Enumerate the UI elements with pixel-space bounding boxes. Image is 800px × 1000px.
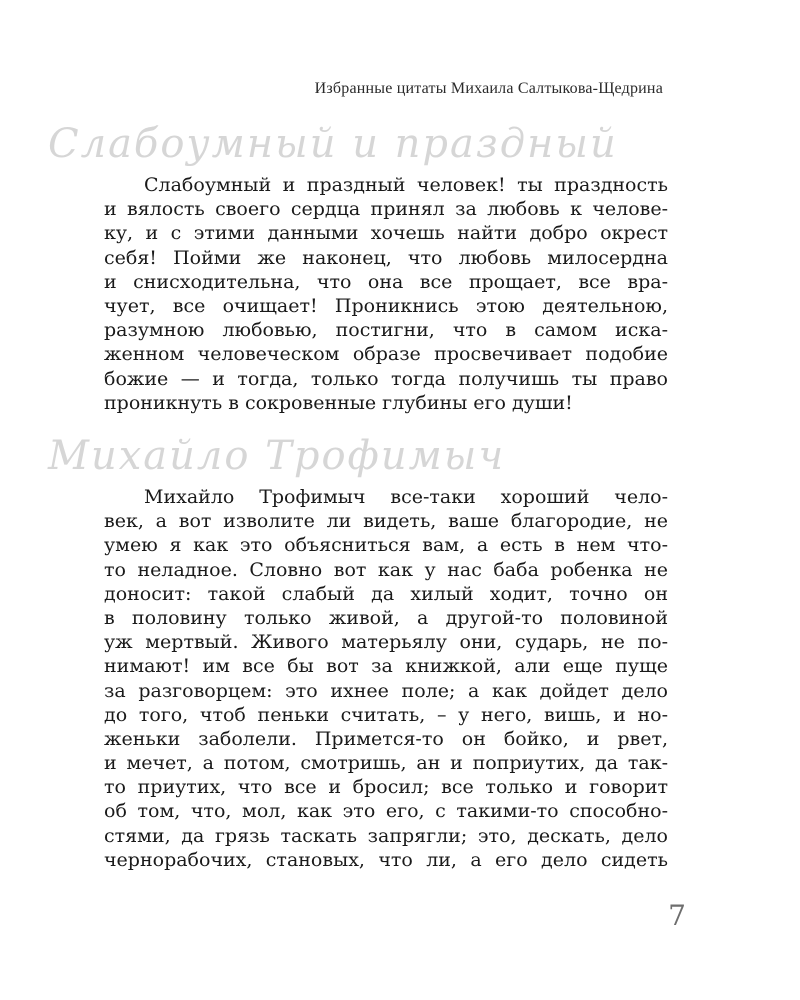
section-1-paragraph	[104, 173, 668, 415]
text-line: проникнуть в сокровенные глубины его души!	[104, 391, 573, 414]
text-line: и мечет, а потом, смотришь, ан и поприутих, да так-	[104, 752, 668, 775]
text-line: до того, чтоб пеньки считать, – у него, вишь, и но-	[104, 703, 668, 726]
text-line: умею я как это объясниться вам, а есть в нем что-	[104, 534, 668, 557]
text-line: стями, да грязь таскать запрягли; это, дескать, дело	[104, 824, 668, 847]
section-2-paragraph	[104, 485, 668, 872]
text-line: чернорабочих, становых, что ли, а его дело сидеть	[104, 848, 668, 871]
text-line: чует, все очищает! Проникнись этою деятельною,	[104, 294, 668, 317]
text-line: себя! Пойми же наконец, что любовь милосердна	[104, 246, 668, 269]
text-line: уж мертвый. Живого матерьялу они, сударь, не по-	[104, 631, 668, 654]
text-line: Михайло Трофимыч все-таки хороший чело-	[144, 486, 668, 508]
text-line: доносит: такой слабый да хилый ходит, точно он	[104, 582, 668, 605]
text-line: то приутих, что все и бросил; все только и говорит	[104, 776, 668, 799]
section-heading-2: Михайло Трофимыч	[48, 433, 506, 479]
text-line: женном человеческом образе просвечивает подобие	[104, 343, 668, 366]
running-header: Избранные цитаты Михаила Салтыкова-Щедрина	[314, 80, 663, 97]
text-line: Слабоумный и праздный человек! ты праздность	[144, 174, 668, 196]
text-line: нимают! им все бы вот за книжкой, али еще пуще	[104, 655, 668, 678]
text-line: то неладное. Словно вот как у нас баба робенка не	[104, 558, 668, 581]
page-number: 7	[668, 899, 686, 932]
text-line: в половину только живой, а другой-то половиной	[104, 606, 668, 629]
text-line: и вялость своего сердца принял за любовь к челове-	[104, 198, 668, 221]
text-line: об том, что, мол, как это его, с такими-то способно-	[104, 800, 668, 823]
text-line: ку, и с этими данными хочешь найти добро окрест	[104, 222, 668, 245]
text-line: женьки заболели. Примется-то он бойко, и рвет,	[104, 727, 668, 750]
text-line: век, а вот изволите ли видеть, ваше благородие, не	[104, 510, 668, 533]
section-heading-1: Слабоумный и праздный	[48, 121, 618, 167]
text-line: и снисходительна, что она все прощает, все вра-	[104, 270, 668, 293]
text-line: за разговорцем: это ихнее поле; а как дойдет дело	[104, 679, 668, 702]
text-line: разумною любовью, постигни, что в самом иска-	[104, 319, 668, 342]
text-line: божие — и тогда, только тогда получишь ты право	[104, 367, 668, 390]
